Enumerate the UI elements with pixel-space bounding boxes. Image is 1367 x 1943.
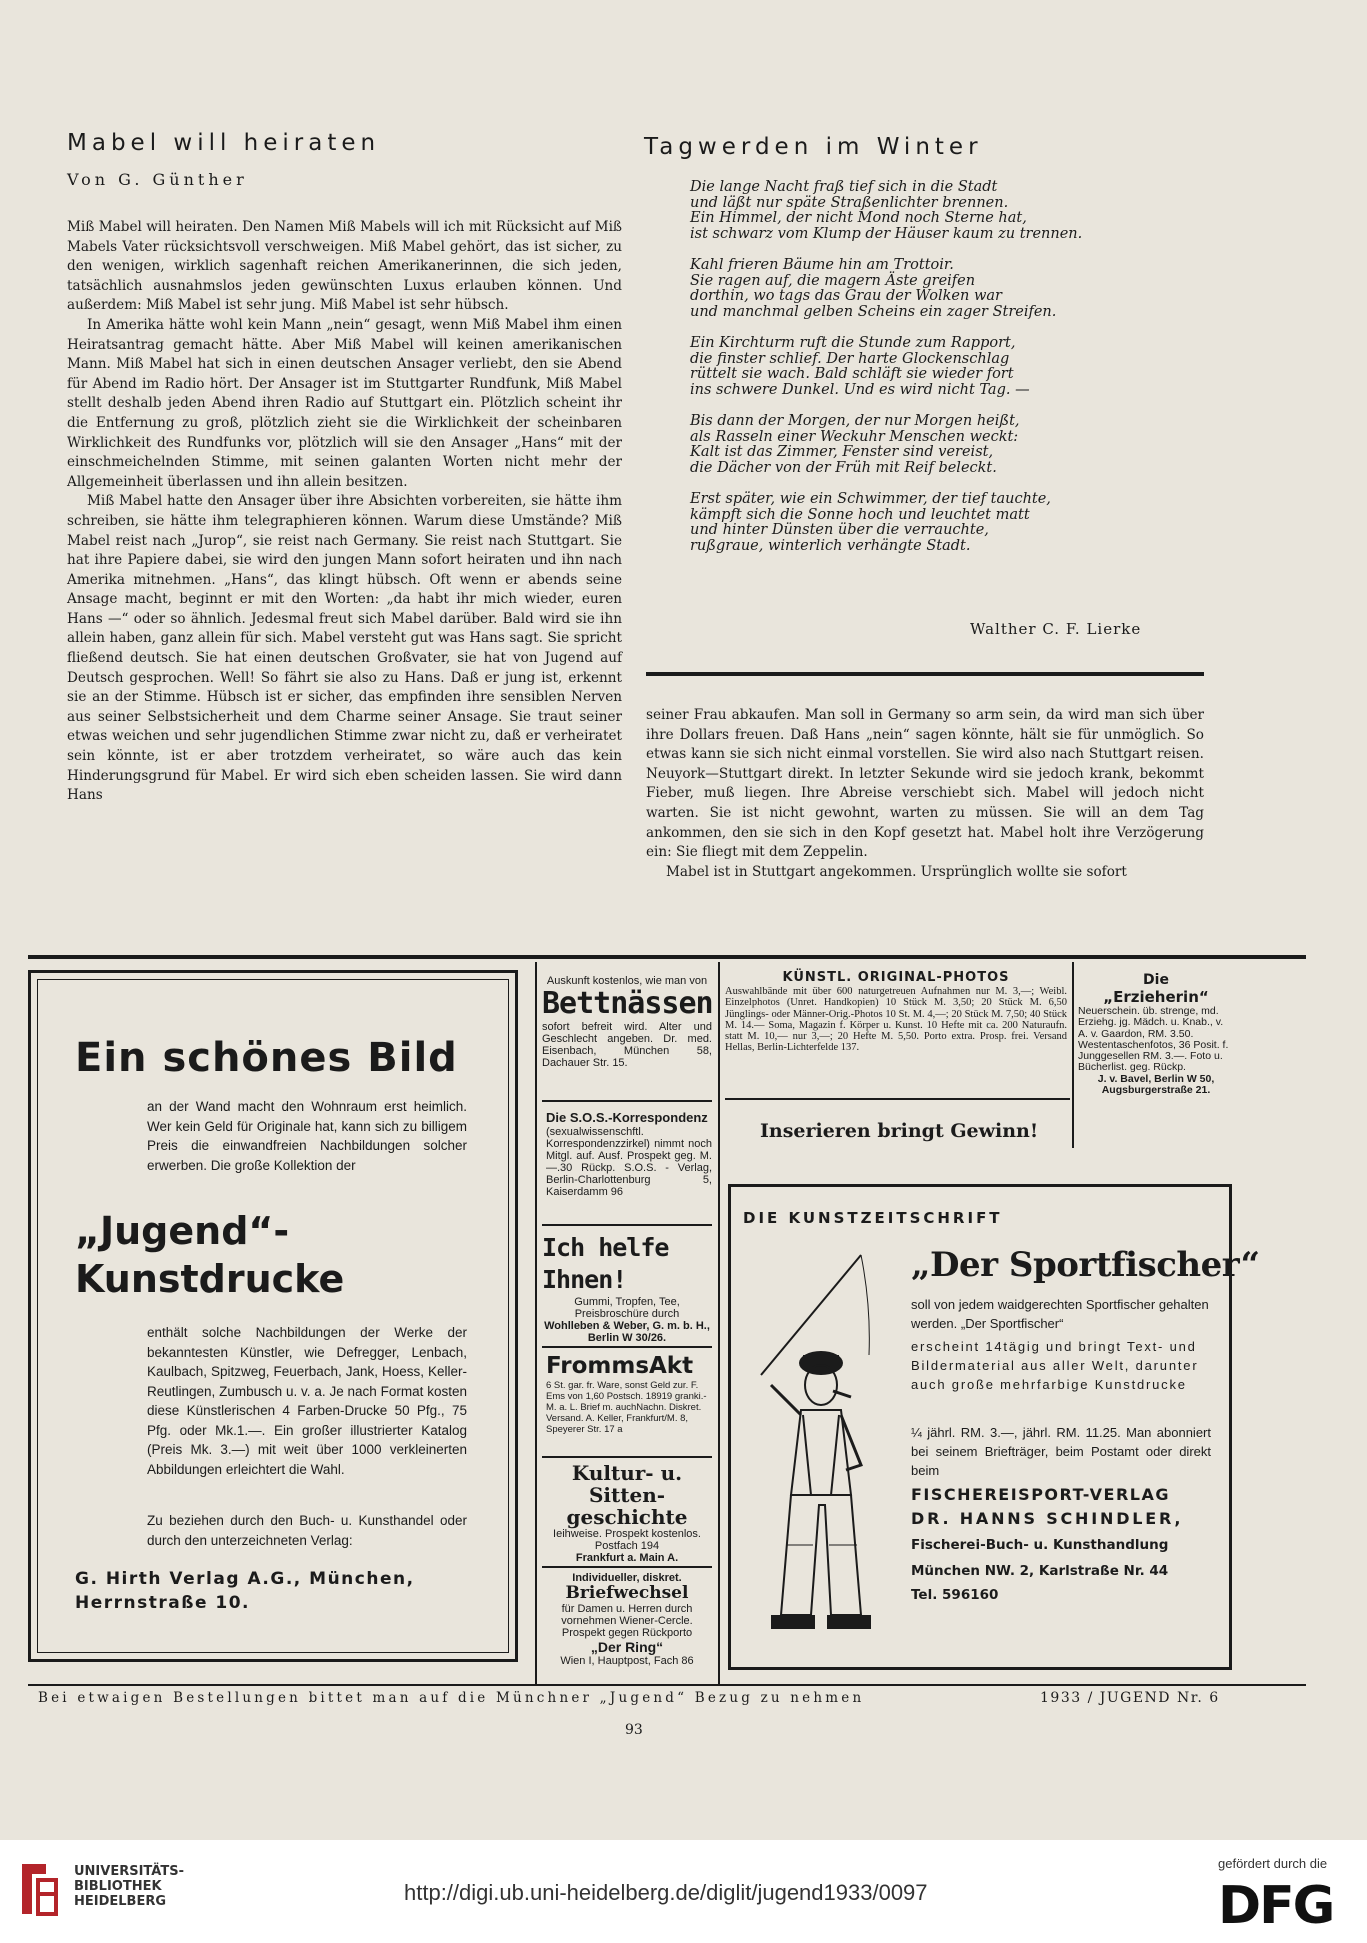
issue-label: 1933 / JUGEND Nr. 6 bbox=[1040, 1690, 1220, 1706]
ad-text: erscheint 14tägig und bringt Text- und Bildermaterial aus aller Welt, darunter auch große mehrfarbige Kunstdrucke bbox=[911, 1339, 1199, 1392]
ad-sos bbox=[546, 1110, 712, 1198]
viewer-footer-bar bbox=[0, 1840, 1367, 1943]
article-title-mabel: Mabel will heiraten bbox=[67, 130, 381, 156]
ad-erzieherin bbox=[1078, 972, 1234, 1096]
ad-details: enthält solche Nachbildungen der Werke der bekanntesten Künstler, wie Defregger, Lenbach, Kaulbach, Spitzweg, Feuerbach, Jank, Hoess, Keller-Reutlingen, Zumbusch u. v. a. Je nach Format kosten diese Künstlerischen 4 Farben-Drucke 50 Pfg., 75 Pfg. oder Mk.1.—. Ein großer illustrierter Katalog (Preis Mk. 3.—) mit weit über 1000 verkleinerten Abbildungen erleichtert die Wahl. bbox=[147, 1325, 467, 1477]
ad-ich-helfe bbox=[542, 1232, 712, 1344]
poem-line: kämpft sich die Sonne hoch und leuchtet matt bbox=[690, 506, 1030, 523]
ad-text: Die bbox=[1143, 972, 1169, 988]
ad-section-rule bbox=[28, 955, 1306, 959]
ad-headline: Bettnässen bbox=[542, 986, 713, 1021]
ad-price: ¼ jährl. RM. 3.—, jährl. RM. 11.25. Man abonniert bei seinem Briefträger, beim Postamt oder direkt beim bbox=[911, 1425, 1211, 1478]
footer-rule bbox=[28, 1684, 1306, 1686]
dfg-logo: DFG bbox=[1218, 1876, 1334, 1936]
poem-line: die Dächer von der Früh mit Reif beleckt. bbox=[690, 459, 997, 476]
ad-frommsakt bbox=[546, 1352, 712, 1435]
poem-author: Walther C. F. Lierke bbox=[970, 620, 1142, 638]
poem-line: rußgraue, winterlich verhängte Stadt. bbox=[690, 537, 971, 554]
column-divider bbox=[535, 962, 537, 1684]
column-divider bbox=[718, 962, 720, 1684]
ad-text: sofort befreit wird. Alter und Geschlecht angeben. Dr. med. Eisenbach, München 58, Dachauer Str. 15. bbox=[542, 1021, 712, 1069]
library-line: BIBLIOTHEK bbox=[74, 1879, 162, 1894]
poem-stanza bbox=[690, 492, 1210, 554]
ad-headline: Ein schönes Bild bbox=[75, 1035, 458, 1081]
article-mabel-right-column bbox=[646, 706, 1204, 882]
poem-line: und manchmal gelben Scheins ein zager Streifen. bbox=[690, 303, 1057, 320]
ad-text: (sexualwissenschftl. Korrespondenzzirkel) nimmt noch Mitgl. auf. Ausf. Prospekt geg. M. —.30 Rückp. S.O.S. - Verlag, Berlin-Charlottenburg 5, Kaiserdamm 96 bbox=[546, 1126, 712, 1198]
poem-line: Erst später, wie ein Schwimmer, der tief tauchte, bbox=[690, 491, 1051, 507]
ad-jugend-kunstdrucke bbox=[28, 970, 518, 1662]
ad-inserieren: Inserieren bringt Gewinn! bbox=[760, 1120, 1039, 1142]
ad-divider bbox=[542, 1456, 712, 1458]
article-title-tagwerden: Tagwerden im Winter bbox=[644, 134, 983, 160]
article-byline: Von G. Günther bbox=[67, 170, 248, 189]
ad-publisher: FISCHEREISPORT-VERLAG bbox=[911, 1485, 1171, 1504]
poem-line: und läßt nur späte Straßenlichter brennen. bbox=[690, 194, 1009, 211]
poem-line: Ein Himmel, der nicht Mond noch Sterne hat, bbox=[690, 210, 1027, 226]
poem-line: Sie ragen auf, die magern Äste greifen bbox=[690, 272, 976, 289]
ad-headline: „Der Sportfischer“ bbox=[911, 1245, 1260, 1285]
library-logo-icon bbox=[16, 1858, 62, 1920]
paragraph: In Amerika hätte wohl kein Mann „nein“ gesagt, wenn Miß Mabel ihm einen Heiratsantrag gemacht hätte. Aber Miß Mabel will keinen amerikanischen Mann. Miß Mabel hat sich in einen deutschen Ansager verliebt, den sie Abend für Abend im Radio hört. Der Ansager ist im Stuttgarter Rundfunk, Miß Mabel stellt deshalb jeden Abend ihren Radio auf Stuttgart ein. Plötzlich scheint ihr die Entfernung zu groß, plötzlich zieht sie die Wirklichkeit der scheinbaren Wirklichkeit des Rundfunks vor, plötzlich will sie den Ansager „Hans“ mit der einschmeichelnden Stimme, mit seinen galanten Worten nicht mehr der Allgemeinheit überlassen und ihn allein besitzen. bbox=[67, 316, 622, 490]
ad-divider bbox=[542, 1346, 712, 1348]
ad-order: Zu beziehen durch den Buch- u. Kunsthandel oder durch den unterzeichneten Verlag: bbox=[147, 1513, 467, 1548]
ad-headline: geschichte bbox=[566, 1505, 688, 1529]
ad-brand-line2: Kunstdrucke bbox=[75, 1257, 345, 1301]
ad-text: soll von jedem waidgerechten Sportfischer gehalten werden. „Der Sportfischer“ bbox=[911, 1297, 1209, 1331]
poem-line: ins schwere Dunkel. Und es wird nicht Tag. — bbox=[690, 381, 1030, 398]
paragraph: Miß Mabel hatte den Ansager über ihre Absichten vorbereiten, sie hätte ihm schreiben, sie hätte ihm telegraphieren können. Warum diese Umstände? Miß Mabel reist nach „Jurop“, sie reist nach Germany. Sie reist nach Stuttgart. Sie hat ihre Papiere dabei, sie wird den jungen Mann sofort heiraten und ihn nach Amerika mitnehmen. „Hans“, das klingt hübsch. Oft wenn er abends seine Ansage macht, beginnt er mit den Worten: „da habt ihr mich wieder, euren Hans —“ oder so ähnlich. Jedesmal freut sich Mabel darüber. Bald wird sie ihn allein haben, ganz allein für sich. Mabel versteht gut was Hans sagt. Sie spricht fließend deutsch. Sie hat einen deutschen Großvater, sie hat von Jugend auf Deutsch gesprochen. Well! So fährt sie also zu Hans. Daß er jung ist, erkennt sie an der Stimme. Hübsch ist er sicher, das empfinden ihre sensiblen Nerven aus seiner Selbstsicherheit und dem Charme seiner Ansage. Sie traut seiner etwas weichen und sehr jugendlichen Stimme zwar nicht zu, daß er verheiratet sein könnte, ist er aber trotzdem verheiratet, so wäre auch das kein Hinderungsgrund für Mabel. Er wird sich eben scheiden lassen. Sie wird dann Hans bbox=[67, 493, 622, 804]
ad-brand-line1: „Jugend“- bbox=[75, 1209, 290, 1253]
ad-headline: KÜNSTL. ORIGINAL-PHOTOS bbox=[782, 970, 1010, 985]
ad-text: für Damen u. Herren durch vornehmen Wiener-Cercle. Prospekt gegen Rückporto bbox=[561, 1603, 693, 1639]
ad-text: 6 St. gar. fr. Ware, sonst Geld zur. F. Ems von 1,60 Postsch. 18919 granki.-M. a. L. Brief m. auchNachn. Diskret. Versand. A. Keller, Frankfurt/M. 8, Speyerer Str. 17 a bbox=[546, 1380, 707, 1435]
poem-line: und hinter Dünsten über die verrauchte, bbox=[690, 522, 989, 538]
ad-text: Frankfurt a. Main A. bbox=[575, 1552, 679, 1564]
poem-line: Die lange Nacht fraß tief sich in die Stadt bbox=[690, 179, 998, 195]
ad-publisher-address: Herrnstraße 10. bbox=[75, 1593, 251, 1613]
page-number: 93 bbox=[625, 1722, 643, 1738]
ad-publisher: DR. HANNS SCHINDLER, bbox=[911, 1509, 1184, 1528]
ad-briefwechsel bbox=[542, 1572, 712, 1667]
permalink-url[interactable]: http://digi.ub.uni-heidelberg.de/diglit/jugend1933/0097 bbox=[404, 1880, 928, 1905]
ad-text: Neuerschein. üb. strenge, md. Erziehg. jg. Mädch. u. Knab., v. A. v. Gaardon, RM. 3.50. Westentaschenfotos, 36 Posit. f. Junggesellen RM. 3.—. Foto u. Bücherlist. geg. Rückp. bbox=[1078, 1005, 1229, 1074]
poem-line: rüttelt sie wach. Bald schläft sie wieder fort bbox=[690, 366, 1014, 382]
ad-headline: FrommsAkt bbox=[546, 1353, 694, 1379]
poem-line: die finster schlief. Der harte Glockenschlag bbox=[690, 350, 1010, 367]
poem-line: als Rasseln einer Weckuhr Menschen weckt: bbox=[690, 428, 1019, 445]
ad-text: Wien I, Hauptpost, Fach 86 bbox=[560, 1655, 694, 1667]
ad-publisher-name: G. Hirth Verlag A.G., München, bbox=[75, 1569, 415, 1589]
library-line: HEIDELBERG bbox=[74, 1894, 167, 1909]
ad-headline: Ich helfe Ihnen! bbox=[542, 1233, 669, 1294]
poem-line: dorthin, wo tags das Grau der Wolken war bbox=[690, 288, 1002, 304]
ad-publisher: Tel. 596160 bbox=[911, 1587, 999, 1603]
ad-name: „Der Ring“ bbox=[590, 1639, 664, 1655]
ad-sportfischer bbox=[728, 1184, 1260, 1670]
ad-intro: an der Wand macht den Wohnraum erst heimlich. Wer kein Geld für Originale hat, kann sich zu billigem Preis die einwandfreien Nachbildungen solcher erwerben. Die große Kollektion der bbox=[147, 1099, 467, 1173]
poem bbox=[690, 180, 1210, 570]
paragraph: Mabel ist in Stuttgart angekommen. Ursprünglich wollte sie sofort bbox=[666, 863, 1127, 880]
poem-line: ist schwarz vom Klump der Häuser kaum zu trennen. bbox=[690, 225, 1083, 242]
ad-text: Ieihweise. Prospekt kostenlos. Postfach 194 bbox=[553, 1528, 701, 1552]
ad-divider bbox=[725, 1098, 1070, 1100]
footer-note: Bei etwaigen Bestellungen bittet man auf die Münchner „Jugend“ Bezug zu nehmen bbox=[38, 1690, 865, 1706]
ad-text: Gummi, Tropfen, Tee, Preisbroschüre durch bbox=[574, 1296, 680, 1320]
ad-divider bbox=[542, 1224, 712, 1226]
poem-line: Bis dann der Morgen, der nur Morgen heißt, bbox=[690, 413, 1020, 429]
ad-kicker: DIE KUNSTZEITSCHRIFT bbox=[743, 1209, 1003, 1227]
ad-headline: Briefwechsel bbox=[565, 1583, 689, 1603]
poem-line: Ein Kirchturm ruft die Stunde zum Rapport, bbox=[690, 335, 1016, 351]
poem-line: Kahl frieren Bäume hin am Trottoir. bbox=[690, 257, 954, 273]
article-mabel-left-column bbox=[67, 218, 622, 806]
poem-stanza bbox=[690, 336, 1210, 398]
ad-divider bbox=[542, 1566, 712, 1568]
poem-stanza bbox=[690, 180, 1210, 242]
poem-stanza bbox=[690, 414, 1210, 476]
ad-publisher: Fischerei-Buch- u. Kunsthandlung bbox=[911, 1537, 1169, 1553]
ad-bettnaessen bbox=[542, 975, 712, 1069]
poem-line: Kalt ist das Zimmer, Fenster sind vereist, bbox=[690, 444, 994, 460]
ad-text: Auswahlbände mit über 600 naturgetreuen Aufnahmen nur M. 3,—; Weibl. Einzelphotos (Unret. Handkopien) 10 Stück M. 3,50; 20 Stück M. 6,50 Jünglings- oder Männer-Orig.-Photos 10 St. M. 4,—; 20 Stück M. 7,50; 40 Stück M. 14.— Soma, Magazin f. Körper u. Kunst. 10 Hefte mit ca. 200 Naturaufn. statt M. 10,— nur 3,—; 20 Hefte M. 5,50. Porto extra. Prosp. frei. Versand Hellas, Berlin-Lichterfelde 137. bbox=[725, 986, 1067, 1054]
paragraph: Miß Mabel will heiraten. Den Namen Miß Mabels will ich mit Rücksicht auf Miß Mabels Vater rücksichtsvoll verschweigen. Miß Mabel gehört, das ist sicher, zu den wenigen, wirklich sagenhaft reichen Amerikanerinnen, die sich jeden, tatsächlich ausnahmslos jeden gewünschten Luxus erlauben können. Und außerdem: Miß Mabel ist sehr jung. Miß Mabel ist sehr hübsch. bbox=[67, 219, 622, 314]
library-name bbox=[74, 1864, 184, 1909]
funded-by-label: gefördert durch die bbox=[1218, 1856, 1328, 1871]
column-rule bbox=[646, 672, 1204, 676]
ad-original-photos bbox=[725, 970, 1067, 1054]
library-line: UNIVERSITÄTS- bbox=[74, 1864, 184, 1879]
ad-text: Auskunft kostenlos, wie man von bbox=[546, 975, 708, 987]
paragraph: seiner Frau abkaufen. Man soll in Germany so arm sein, da wird man sich über ihre Dollars freuen. Daß Hans „nein“ sagen könnte, hält sie für unmöglich. So etwas kann sie sich nicht einmal vorstellen. Sie wird also nach Stuttgart reisen. Neuyork—Stuttgart direkt. In letzter Sekunde wird sie jedoch krank, bekommt Fieber, muß liegen. Ihre Abreise verschiebt sich. Mabel will jedoch nicht warten. Sie ist nicht gewohnt, warten zu müssen. Sie will an dem Tag ankommen, den sie sich in den Kopf gesetzt hat. Mabel holt ihre Verzögerung ein: Sie fliegt mit dem Zeppelin. bbox=[646, 707, 1204, 861]
ad-headline: „Erzieherin“ bbox=[1103, 988, 1209, 1006]
ad-text: Individueller, diskret. bbox=[572, 1572, 682, 1584]
column-divider bbox=[1072, 962, 1074, 1148]
ad-text: J. v. Bavel, Berlin W 50, Augsburgerstraße 21. bbox=[1097, 1072, 1215, 1097]
ad-firm: Wohlleben & Weber, G. m. b. H., Berlin W 30/26. bbox=[544, 1320, 710, 1344]
ad-divider bbox=[542, 1100, 712, 1102]
ad-headline: Die S.O.S.-Korrespondenz bbox=[546, 1110, 708, 1125]
ad-publisher: München NW. 2, Karlstraße Nr. 44 bbox=[911, 1563, 1169, 1579]
ad-headline: Kultur- u. Sitten- bbox=[571, 1461, 683, 1507]
ad-kultur bbox=[542, 1462, 712, 1564]
fisherman-illustration-icon bbox=[741, 1245, 901, 1655]
poem-stanza bbox=[690, 258, 1210, 320]
